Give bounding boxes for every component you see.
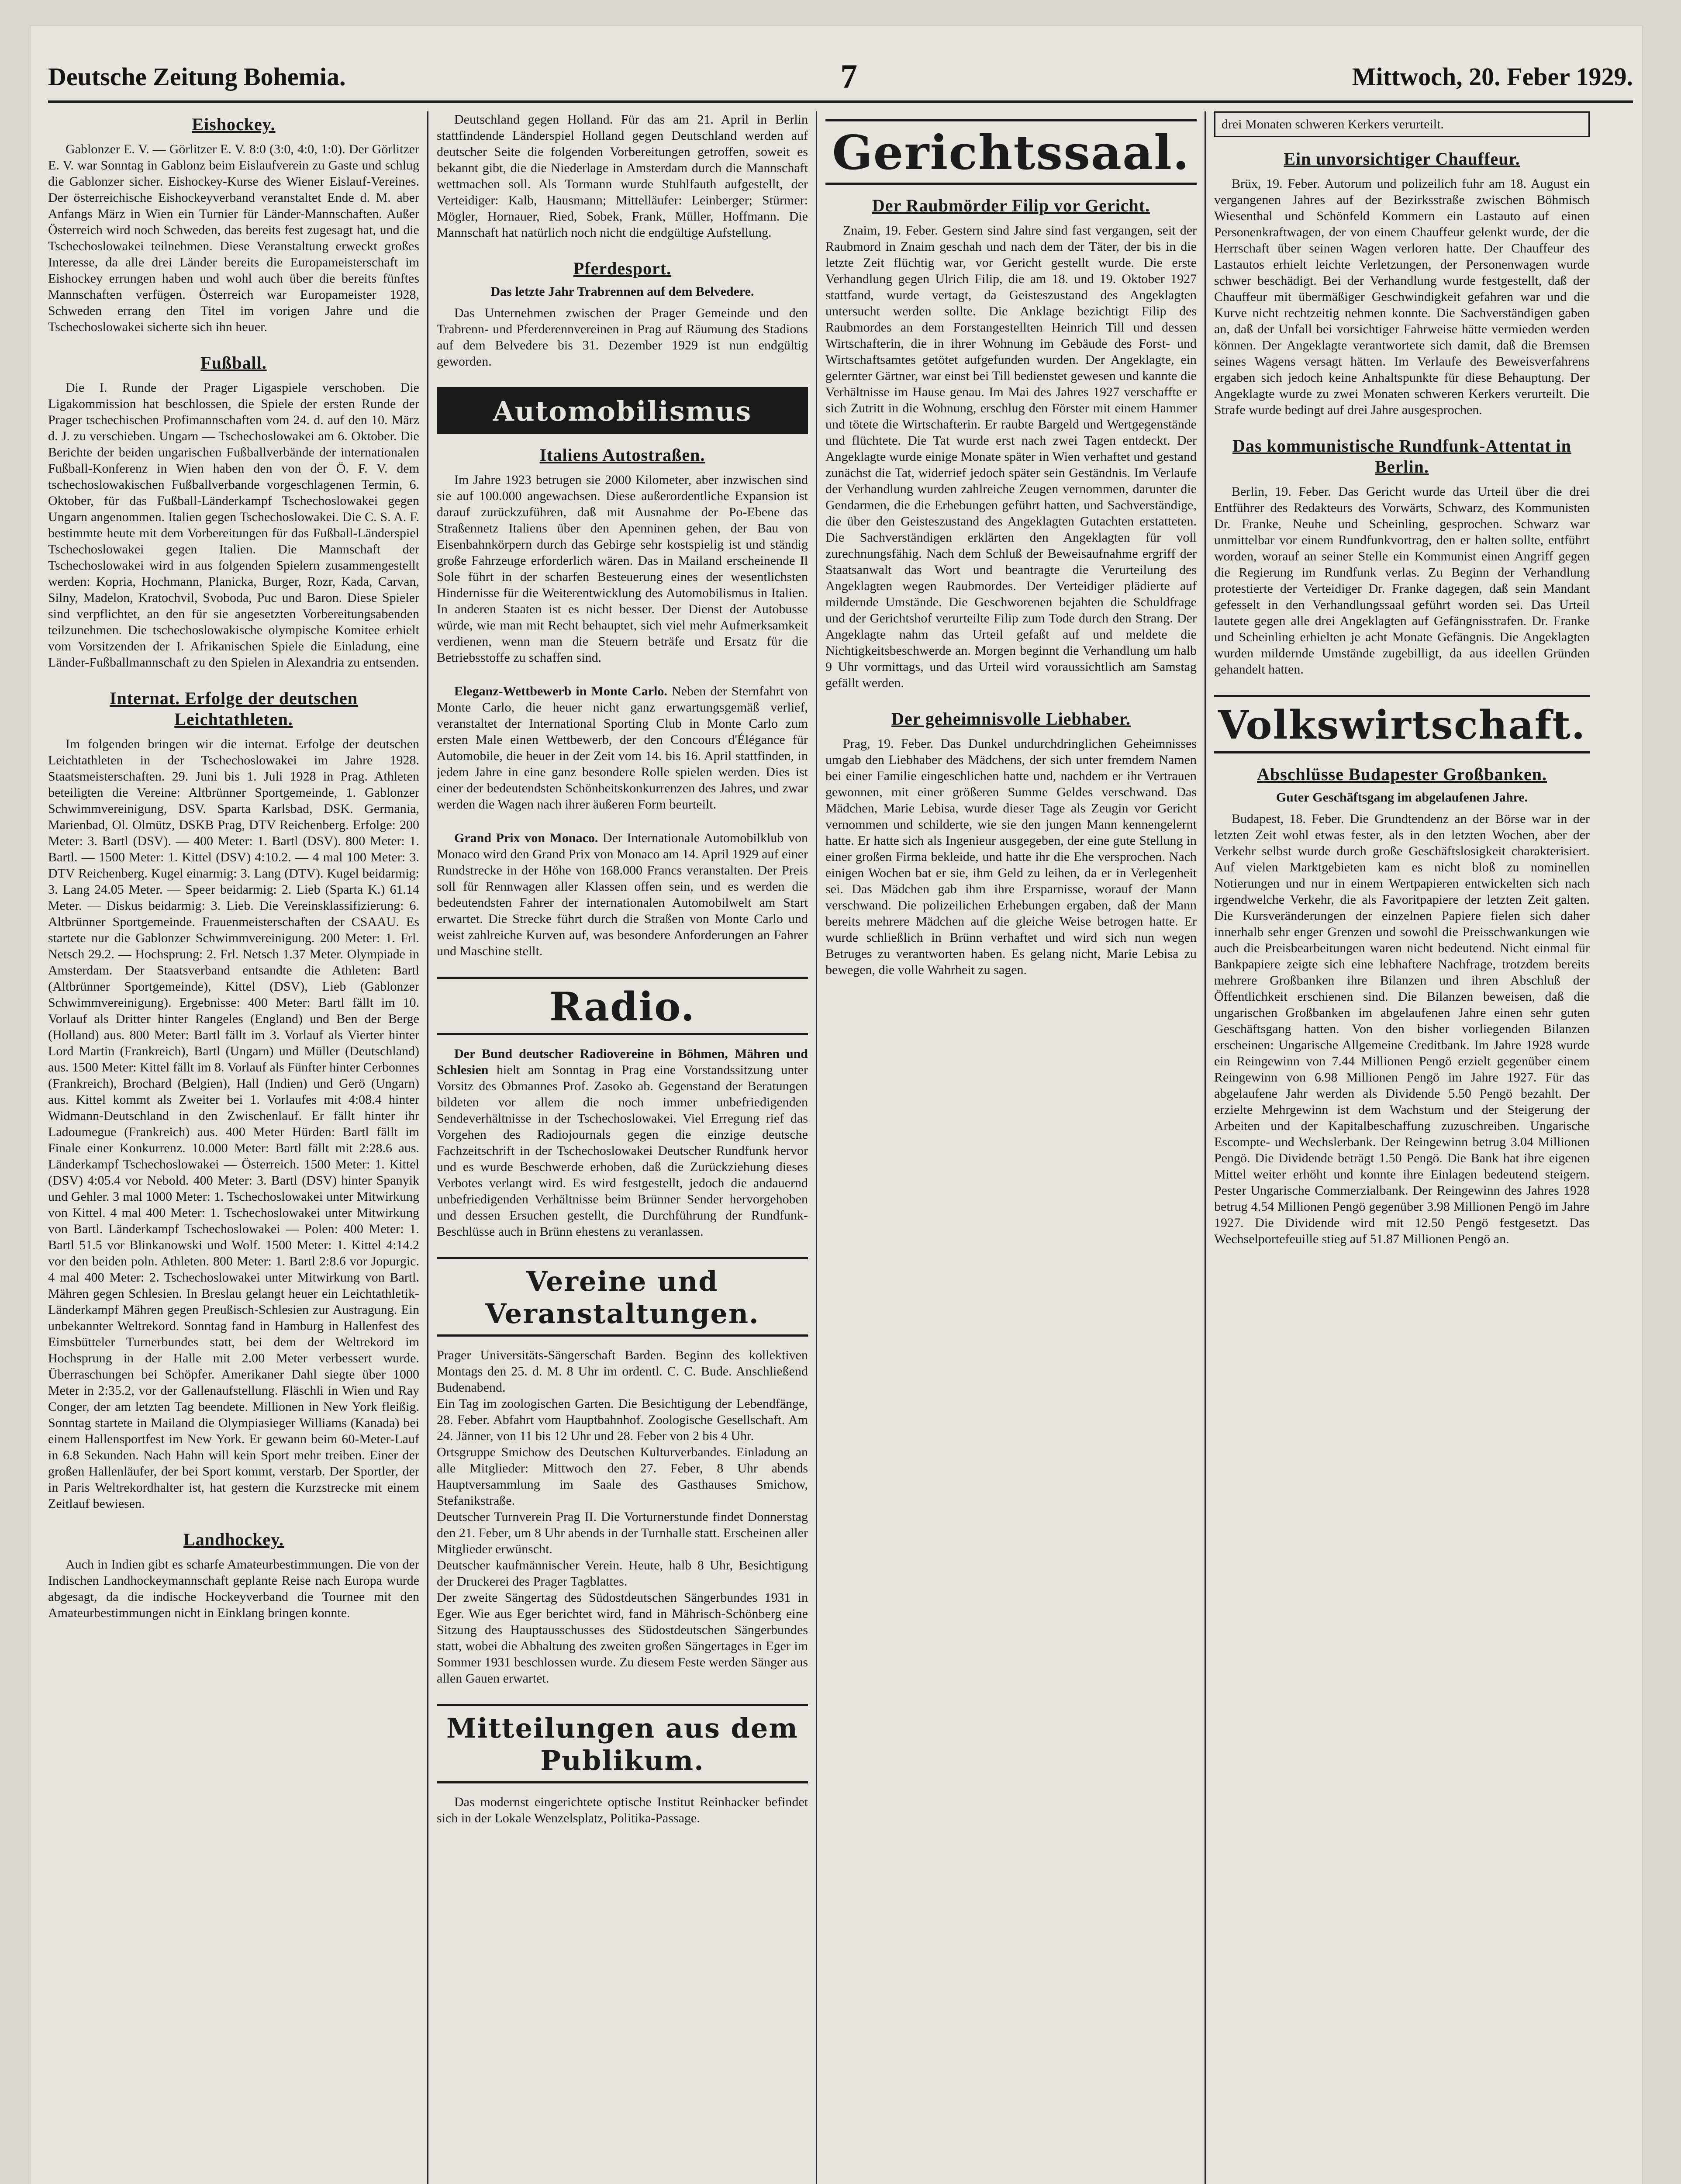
article: [437, 1046, 808, 1240]
article-body: Prag, 19. Feber. Das Dunkel undurchdringlichen Geheimnisses umgab den Liebhaber des Mädchens, der sich unter fremdem Namen bei einer Familie eingeschlichen hatte und, nachdem er ihr Vertrauen gewonnen, mit einer größeren Summe Geldes verschwand. Das Mädchen, Marie Lebisa, wurde dieser Tage als Zeugin vor Gericht vernommen und schilderte, wie sie den jungen Mann kennengelernt hatte. Er hatte sich als Ingenieur ausgegeben, der eine gute Stellung in einer großen Firma bekleide, und hatte ihr die Ehe versprochen. Nach einigen Wochen bat er sie, ihm Geld zu leihen, da er in Verlegenheit sei. Das Mädchen gab ihm ihre Ersparnisse, worauf der Mann verschwand. Die polizeilichen Erhebungen ergaben, daß der Mann bereits mehrere Mädchen auf die gleiche Weise betrogen hatte. Er wurde schließlich in Brünn verhaftet und wird sich nun wegen Betruges zu verantworten haben. Es gelang nicht, Marie Lebisa zu bewegen, die volle Wahrheit zu sagen.: [825, 736, 1197, 977]
article: [48, 114, 419, 335]
column-4: [1214, 111, 1590, 2184]
article-heading: Der geheimnisvolle Liebhaber.: [891, 709, 1131, 729]
section-heading-vereine: Vereine und Veranstaltungen.: [437, 1257, 808, 1337]
section-heading-gerichtssaal: Gerichtssaal.: [825, 119, 1197, 185]
article-body: Neben der Sternfahrt von Monte Carlo, die heuer nicht ganz erwartungsgemäß verlief, veranstaltet der International Sporting Club in Monte Carlo zum ersten Male einen Wettbewerb, der den Concours d'Élégance für Automobile, die heuer in der Zeit vom 14. bis 16. April stattfinden, in jedem Jahre in eine ganz besondere Rolle spielen werden. Dies ist einer der bedeutendsten Schönheitskonkurrenzen des Jahres, und zwar werden die Wagen nach ihrer äußeren Form beurteilt.: [437, 684, 808, 812]
article: [437, 258, 808, 370]
notice-item: Deutscher Turnverein Prag II. Die Vorturnerstunde findet Donnerstag den 21. Feber, um 8 Uhr abends in der Turnhalle statt. Erscheinen aller Mitglieder erwünscht.: [437, 1510, 808, 1556]
notice-item: Der zweite Sängertag des Südostdeutschen Sängerbundes 1931 in Eger. Wie aus Eger berichtet wird, fand in Mährisch-Schönberg eine Sitzung des Hauptausschusses des Südostdeutschen Sängerbundes statt, wobei die Abhaltung des zweiten großen Sängertages in Eger im Sommer 1931 beschlossen wurde. Zu diesem Feste werden Sänger aus allen Gauen erwartet.: [437, 1590, 808, 1686]
article-body: Gablonzer E. V. — Görlitzer E. V. 8:0 (3:0, 4:0, 1:0). Der Görlitzer E. V. war Sonntag in Gablonz beim Eislaufverein zu Gaste und schlug die Gablonzer sicher. Eishockey-Kurse des Wiener Eislauf-Vereines. Der österreichische Eishockeyverband veranstaltet Ende d. M. aber Anfangs März in Wien ein Turnier für Länder-Mannschaften. Außer Österreich wird noch Schweden, das bereits fest zugesagt hat, und die Tschechoslowakei teilnehmen. Diese Veranstaltung erweckt großes Interesse, da alle drei Länder bereits die Europameisterschaft im Eishockey errungen haben und wohl auch über die bereits fünftes Mannschaften verfügen. Österreich war Europameister 1928, Schweden errang den Titel im vorigen Jahre und die Tschechoslowakei sicherte sich ihn heuer.: [48, 142, 419, 334]
section-heading-automobilismus: Automobilismus: [437, 387, 808, 434]
notices-list: [437, 1347, 808, 1686]
article-body: Das modernst eingerichtete optische Institut Reinhacker befindet sich in der Lokale Wenzelsplatz, Politika-Passage.: [437, 1795, 808, 1825]
article-body: Im folgenden bringen wir die internat. Erfolge der deutschen Leichtathleten in der Tschechoslowakei im Jahre 1928. Staatsmeisterschaften. 29. Juni bis 1. Juli 1928 in Prag. Athleten beteiligten die Vereine: Altbrünner Sportgemeinde, 1. Gablonzer Schwimmvereinigung, DSV. Sparta Karlsbad, DSK. Germania, Marienbad, Ol. Olmütz, DSKB Prag, DTV Reichenberg. Erfolge: 200 Meter: 3. Bartl (DSV). — 400 Meter: 1. Bartl (DSV). 800 Meter: 1. Bartl. — 1500 Meter: 1. Kittel (DSV) 4:10.2. — 4 mal 100 Meter: 3. DTV Reichenberg. Kugel einarmig: 3. Lang (DTV). Kugel beidarmig: 3. Lang 24.05 Meter. — Speer beidarmig: 2. Lieb (Sparta K.) 61.14 Meter. — Diskus beidarmig: 3. Lieb. Die Vereinsklassifizierung: 6. Altbrünner Sportgemeinde. Frauenmeisterschaften der CSAAU. Es startete nur die Gablonzer Schwimmvereinigung. 200 Meter: 1. Frl. Netsch 29.2. — Hochsprung: 2. Frl. Netsch 1.37 Meter. Olympiade in Amsterdam. Der Staatsverband entsandte die Athleten: Bartl (Altbrünner Sportgemeinde), Kittel (DSV), Lieb (Gablonzer Schwimmvereinigung). Ergebnisse: 400 Meter: Bartl fällt im 10. Vorlauf als Dritter hinter Rangeles (England) und Ben der Berge (Holland) aus. 800 Meter: Bartl fällt im 3. Vorlauf als Vierter hinter Lord Martin (Frankreich), Bartl (Ungarn) und Müller (Deutschland) aus. 1500 Meter: Kittel fällt im 8. Vorlauf als Fünfter hinter Cerbonnes (Frankreich), Brochard (Belgien), Hall (Indien) und Gerö (Ungarn) aus. Kittel kommt als Zweiter bei 1. Vorlaufes mit 4:08.4 hinter Widmann-Deutschland in den Zwischenlauf. Er fällt hinter ihr Ladoumegue (Frankreich) aus. 400 Meter Hürden: Bartl fällt im Finale einer Konkurrenz. 10.000 Meter: Bartl fällt mit 2:28.6 aus. Länderkampf Tschechoslowakei — Österreich. 1500 Meter: 1. Kittel (DSV) 4:05.4 vor Nebold. 400 Meter: 3. Bartl (DSV) hinter Spanyik und Gehler. 3 mal 1000 Meter: 1. Tschechoslowakei unter Mitwirkung von Kittel. 4 mal 400 Meter: 1. Tschechoslowakei unter Mitwirkung von Bartl. Länderkampf Tschechoslowakei — Polen: 400 Meter: 1. Bartl 51.5 vor Blinkanowski und Wolf. 1500 Meter: 1. Kittel 4:14.2 vor den beiden poln. Athleten. 800 Meter: 1. Bartl 2:8.6 vor Jopurgic. 4 mal 400 Meter: 2. Tschechoslowakei unter Mitwirkung von Bartl. Mähren gegen Schlesien. In Breslau gelangt heuer ein Leichtathletik-Länderkampf Mähren gegen Preußisch-Schlesien zur Austragung. Ein unbekannter Weltrekord. Sonntag fand in Hamburg in Hallenfest des Eimsbütteler Turnerbundes statt, bei dem der Weltrekord im Hochsprung in der Halle mit 2.00 Meter verbessert wurde. Überraschungen bei Schöpfer. Amerikaner Dahl siegte über 1000 Meter in 2:35.2, vor der Gallenaufstellung. Fläschli in Wien und Ray Conger, der am letzten Tag beendete. Millionen in New York fleißig. Sonntag startete in Mailand die Olympiasieger Williams (Kanada) bei einem Hallensportfest im New York. Er gewann beim 60-Meter-Lauf in 6.8 Sekunden. Nach Hahn will kein Sport mehr treiben. Einer der großen Hallenläufer, der bei Sport kommt, verstarb. Der Sportler, der in Paris Weltrekordhalter ist, hat gestern die Kurzstrecke mit einem Zeitlauf bewiesen.: [48, 737, 419, 1511]
article-body: hielt am Sonntag in Prag eine Vorstandssitzung unter Vorsitz des Obmannes Prof. Zasoko ab. Gegenstand der Beratungen bildeten vor allem die noch immer unbefriedigenden Sendeverhältnisse in der Tschechoslowakei. Viel Erregung rief das Vorgehen des Radiojournals gegen die einzige deutsche Fachzeitschrift in der Tschechoslowakei Deutscher Rundfunk hervor und es wurde Beschwerde erhoben, daß die Zurückziehung dieses Verbotes verlangt wird. Es wird festgestellt, jedoch die andauernd unbefriedigenden Verhältnisse beim Brünner Sender hervorgehoben und dessen Ersuchen gestellt, die Durchführung der Rundfunk-Beschlüsse auch in Brünn ehestens zu veranlassen.: [437, 1063, 808, 1239]
notice-item: Ortsgruppe Smichow des Deutschen Kulturverbandes. Einladung an alle Mitglieder: Mittwoch den 27. Feber, 8 Uhr abends Hauptversammlung im Saale des Gasthauses Smichow, Stefanikstraße.: [437, 1445, 808, 1508]
column-2: [437, 111, 808, 2184]
article-heading: Internat. Erfolge der deutschen Leichtathleten.: [110, 688, 358, 729]
article-lead: Eleganz-Wettbewerb in Monte Carlo.: [454, 684, 667, 698]
article-heading: Abschlüsse Budapester Großbanken.: [1257, 764, 1547, 784]
article-heading: Italiens Autostraßen.: [539, 445, 705, 465]
article-body: Budapest, 18. Feber. Die Grundtendenz an der Börse war in der letzten Zeit wohl etwas fester, als in den letzten Wochen, aber der Verkehr selbst wurde durch große Geschäftslosigkeit charakterisiert. Auf vielen Marktgebieten kam es nicht bloß zu nominellen Notierungen und nur in einem Wertpapieren entwickelten sich nach irgendwelche Verkehr, die als Favoritpapiere der letzten Zeit galten. Die Kursveränderungen der einzelnen Papiere fielen sich daher innerhalb sehr enger Grenzen und sowohl die Preisschwankungen wie auch die Preisbearbeitungen waren nicht bedeutend. Nicht einmal für Bankpapiere zeigte sich eine lebhaftere Nachfrage, trotzdem bereits mehrere Großbanken ihre Bilanzen und ihren Abschluß der Öffentlichkeit erschienen sind. Die Bilanzen beweisen, daß die ungarischen Großbanken im abgelaufenen Jahre einen sehr guten Geschäftsgang hatten. Von den bisher vorliegenden Bilanzen erscheinen: Ungarische Allgemeine Creditbank. Im Jahre 1928 wurde ein Reingewinn von 7.44 Millionen Pengö erzielt gegenüber einem Reingewinn von 6.98 Millionen Pengö im Jahre 1927. Für das abgelaufene Jahr werden als Dividende 5.50 Pengö bezahlt. Der erzielte Mehrgewinn ist dem Wachstum und der Steigerung der Arbeiten und der Kapitalbeschaffung zuzuschreiben. Ungarische Escompte- und Wechslerbank. Der Reingewinn betrug 3.04 Millionen Pengö. Die Dividende beträgt 1.50 Pengö. Die Bank hat ihre eigenen Mittel weiter erhöht und konnte ihre Einlagen bedeutend steigern. Pester Ungarische Commerzialbank. Der Reingewinn des Jahres 1928 betrug 4.54 Millionen Pengö gegenüber 3.98 Millionen Pengö im Jahre 1927. Die Dividende wird mit 12.50 Pengö festgesetzt. Das Wechselportefeuille stieg auf 51.87 Millionen Pengö an.: [1214, 812, 1590, 1246]
article: [437, 830, 808, 959]
article: [437, 111, 808, 241]
newspaper-title: Deutsche Zeitung Bohemia.: [48, 62, 346, 91]
article-body: Der Internationale Automobilklub von Monaco wird den Grand Prix von Monaco am 14. April 1929 auf einer Rundstrecke in der Höhe von 168.000 Francs veranstalten. Der Preis soll für Rennwagen aller Klassen offen sein, und es werden die bedeutendsten Fahrer der internationalen Automobilwelt am Start erwartet. Die Strecke führt durch die Straßen von Monte Carlo und weist zahlreiche Kurven auf, was besondere Anforderungen an Fahrer und Maschine stellt.: [437, 831, 808, 958]
article-heading: Ein unvorsichtiger Chauffeur.: [1284, 149, 1520, 169]
section-heading-volkswirtschaft: Volkswirtschaft.: [1214, 695, 1590, 753]
article: [825, 708, 1197, 978]
article: [825, 195, 1197, 691]
issue-date: Mittwoch, 20. Feber 1929.: [1352, 62, 1633, 91]
article-subheading: Guter Geschäftsgang im abgelaufenen Jahre.: [1276, 790, 1528, 805]
article-body: Auch in Indien gibt es scharfe Amateurbestimmungen. Die von der Indischen Landhockeymannschaft geplante Reise nach Europa wurde abgesagt, da die indische Hockeyverband die Tournee mit den Amateurbestimmungen nicht in Einklang bringen konnte.: [48, 1557, 419, 1620]
column-divider: [1205, 111, 1206, 2184]
column-3: [825, 111, 1197, 2184]
continued-text: drei Monaten schweren Kerkers verurteilt.: [1214, 111, 1590, 137]
notice-item: Prager Universitäts-Sängerschaft Barden. Beginn des kollektiven Montags den 25. d. M. 8 Uhr im ordentl. C. C. Bude. Anschließend Budenabend.: [437, 1348, 808, 1395]
article: [1214, 149, 1590, 418]
article-lead: Der Bund deutscher Radiovereine in Böhmen, Mähren und Schlesien: [437, 1047, 808, 1077]
article-body: Berlin, 19. Feber. Das Gericht wurde das Urteil über die drei Entführer des Redakteurs des Vorwärts, Schwarz, des Kommunisten Dr. Franke, Neuhe und Scheinling, gesprochen. Schwarz war unmittelbar vor einem Rundfunkvortrag, den er halten sollte, entführt worden, worauf an seiner Stelle ein Kommunist einen Angriff gegen die Regierung im Rundfunk verlas. Zu Beginn der Verhandlung protestierte der Verteidiger Dr. Franke dagegen, daß sein Mandant gefesselt in den Verhandlungssaal geführt worden sei. Das Urteil lautete gegen alle drei Angeklagten auf Gefängnisstrafen. Dr. Franke und Scheinling erhielten je acht Monate Gefängnis. Die Angeklagten wurden mildernde Umstände zugebilligt, da aus ideellen Gründen gehandelt hatten.: [1214, 484, 1590, 677]
article: [48, 352, 419, 670]
article-body: Deutschland gegen Holland. Für das am 21. April in Berlin stattfindende Länderspiel Holland gegen Deutschland werden auf deutscher Seite die folgenden Vorbereitungen getroffen, soweit es bekannt gibt, die die Niederlage in Amsterdam durch die Mannschaft wettmachen soll. Als Tormann wurde Stuhlfauth aufgestellt, der Verteidiger: Kalb, Hausmann; Mittelläufer: Leinberger; Stürmer: Mögler, Hornauer, Ried, Sobek, Frank, Müller, Hoffmann. Die Mannschaft hat natürlich noch nicht die endgültige Aufstellung.: [437, 112, 808, 240]
article: [48, 688, 419, 1512]
section-heading-mitteilungen: Mitteilungen aus dem Publikum.: [437, 1704, 808, 1783]
article-heading: Das kommunistische Rundfunk-Attentat in Berlin.: [1232, 436, 1571, 477]
notice-item: Deutscher kaufmännischer Verein. Heute, halb 8 Uhr, Besichtigung der Druckerei des Prager Tagblattes.: [437, 1558, 808, 1589]
article-heading: Fußball.: [200, 353, 267, 373]
article: [1214, 435, 1590, 677]
column-divider: [427, 111, 428, 2184]
article-body: Die I. Runde der Prager Ligaspiele verschoben. Die Ligakommission hat beschlossen, die Spiele der ersten Runde der Prager tschechischen Profimannschaften vom 24. d. auf den 10. März d. J. zu verschieben. Ungarn — Tschechoslowakei am 6. Oktober. Die Berichte der beiden ungarischen Fußballverbände der internationalen Fußball-Konferenz in Wien haben den von der Ö. F. V. dem tschechoslowakischen Fußballverbande vorgeschlagenen Termin, 6. Oktober, für das Fußball-Länderkampf Tschechoslowakei gegen Ungarn angenommen. Italien gegen Tschechoslowakei. Die C. S. A. F. bestimmte heute mit dem Vorbereitungen für das Fußball-Länderspiel Tschechoslowakei gegen Italien. Die Mannschaft der Tschechoslowakei wird in aus folgenden Spielern zusammengestellt werden: Kopria, Hochmann, Planicka, Burger, Rozr, Kada, Carvan, Silny, Madelon, Kratochvil, Svoboda, Puc und Baron. Diese Spieler sind verpflichtet, an den für sie angesetzten Vorbereitungsabenden teilzunehmen. Die tschechoslowakische olympische Komitee erhielt vom Vorsitzenden der I. Afrikanischen Spiele die Einladung, eine Länder-Fußballmannschaft zu den Spielen in Alexandria zu entsenden.: [48, 380, 419, 670]
article-heading: Landhockey.: [183, 1530, 284, 1549]
article-body: Znaim, 19. Feber. Gestern sind Jahre sind fast vergangen, seit der Raubmord in Znaim geschah und nach dem der Täter, der bis in die letzte Zeit flüchtig war, vor Gericht gestellt wurde. Die erste Verhandlung gegen Ulrich Filip, die am 18. und 19. Oktober 1927 stattfand, wurde vertagt, da Geisteszustand des Angeklagten untersucht werden sollte. Die Anklage bezichtigt Filip des Raubmordes an dem Forstangestellten Heinrich Till und dessen Wirtschafterin, die in ihrer Wohnung im Gebäude des Forst- und Wirtschaftsamtes getötet aufgefunden wurden. Der Angeklagte, ein gelernter Gärtner, war einst bei Till bedienstet gewesen und kannte die Verhältnisse im Hause genau. Im Mai des Jahres 1927 verschaffte er sich Zutritt in die Wohnung, erschlug den Förster mit einem Hammer und tötete die Wirtschafterin. Er raubte Bargeld und Wertgegenstände und flüchtete. Die Tat wurde erst nach zwei Tagen entdeckt. Der Angeklagte wurde einige Monate später in Wien verhaftet und gestand zunächst die Tat, widerrief jedoch später sein Geständnis. Im Verlaufe der Verhandlung wurden zahlreiche Zeugen vernommen, darunter die Gendarmen, die die Erhebungen geführt hatten, und Sachverständige, die über den Geisteszustand des Angeklagten Gutachten erstatteten. Die Sachverständigen erklärten den Angeklagten für voll zurechnungsfähig. Nach dem Schluß der Beweisaufnahme ergriff der Staatsanwalt das Wort und beantragte die Verurteilung des Angeklagten wegen Raubmordes. Der Verteidiger plädierte auf mildernde Umstände. Die Geschworenen bejahten die Schuldfrage und der Gerichtshof verurteilte Filip zum Tode durch den Strang. Der Angeklagte nahm das Urteil gefaßt auf und meldete die Nichtigkeitsbeschwerde an. Morgen beginnt die Verhandlung um halb 9 Uhr vormittags, und das Urteil wird voraussichtlich am Samstag gefällt werden.: [825, 223, 1197, 690]
column-1: [48, 111, 419, 2184]
article-heading: Eishockey.: [192, 114, 276, 134]
running-header: [48, 52, 1633, 103]
section-heading-radio: Radio.: [437, 977, 808, 1035]
article: [437, 445, 808, 666]
column-divider: [816, 111, 817, 2184]
article: [1214, 764, 1590, 1247]
article-body: Brüx, 19. Feber. Autorum und polizeilich fuhr am 18. August ein vergangenen Jahres auf der Bezirksstraße zwischen Böhmisch Wiesenthal und Schönfeld Kommern ein Lastauto auf einen Personenkraftwagen, der von einem Chauffeur gelenkt wurde, der die Herrschaft über seinen Wagen verloren hatte. Der Chauffeur des Lastautos erhielt leichte Verletzungen, der Personenwagen wurde schwer beschädigt. Bei der Verhandlung wurde festgestellt, daß der Chauffeur mit übermäßiger Geschwindigkeit gefahren war und die Kurve nicht rechtzeitig nehmen konnte. Die Sachverständigen gaben an, daß der Unfall bei vorsichtiger Fahrweise hätte vermieden werden können. Der Angeklagte verantwortete sich damit, daß die Bremsen seines Wagens versagt hätten. Im Verlaufe des Beweisverfahrens ergaben sich jedoch keine Anhaltspunkte für diese Behauptung. Der Angeklagte wurde zu zwei Monaten schweren Kerkers verurteilt. Die Strafe wurde bedingt auf drei Jahre ausgesprochen.: [1214, 176, 1590, 417]
article-body: Das Unternehmen zwischen der Prager Gemeinde und den Trabrenn- und Pferderennvereinen in Prag auf Räumung des Stadions auf dem Belvedere bis 31. Dezember 1929 ist nun endgültig geworden.: [437, 306, 808, 369]
article: [437, 1794, 808, 1826]
article-body: Im Jahre 1923 betrugen sie 2000 Kilometer, aber inzwischen sind sie auf 100.000 angewachsen. Diese außerordentliche Expansion ist darauf zurückzuführen, daß mit Ausnahme der Po-Ebene das Straßennetz Italiens über den Apenninen gehen, der Bau von Eisenbahnkörpern durch das Gebirge sehr kostspielig ist und ständig große Fahrzeuge erforderlich wären. Das in Mailand erscheinende Il Sole führt in der scharfen Besteuerung eines der wesentlichsten Hindernisse für die Weiterentwicklung des Automobilismus in Italien. In anderen Staaten ist es nicht besser. Der Dienst der Autobusse würde, wie man mit Recht behauptet, sich viel mehr Aufmerksamkeit verdienen, wenn man die Steuern beträfe und Ersatz für die Betriebsstoffe zu schaffen sind.: [437, 473, 808, 665]
article: [48, 1529, 419, 1621]
page-number: 7: [840, 57, 858, 95]
article-subheading: Das letzte Jahr Trabrennen auf dem Belvedere.: [490, 284, 754, 299]
article-lead: Grand Prix von Monaco.: [454, 831, 598, 845]
article: [437, 683, 808, 812]
article-heading: Pferdesport.: [573, 259, 672, 278]
notice-item: Ein Tag im zoologischen Garten. Die Besichtigung der Lebendfänge, 28. Feber. Abfahrt vom Hauptbahnhof. Zoologische Gesellschaft. Am 24. Jänner, von 11 bis 12 Uhr und 28. Feber von 2 bis 4 Uhr.: [437, 1396, 808, 1443]
article-heading: Der Raubmörder Filip vor Gericht.: [872, 196, 1150, 215]
